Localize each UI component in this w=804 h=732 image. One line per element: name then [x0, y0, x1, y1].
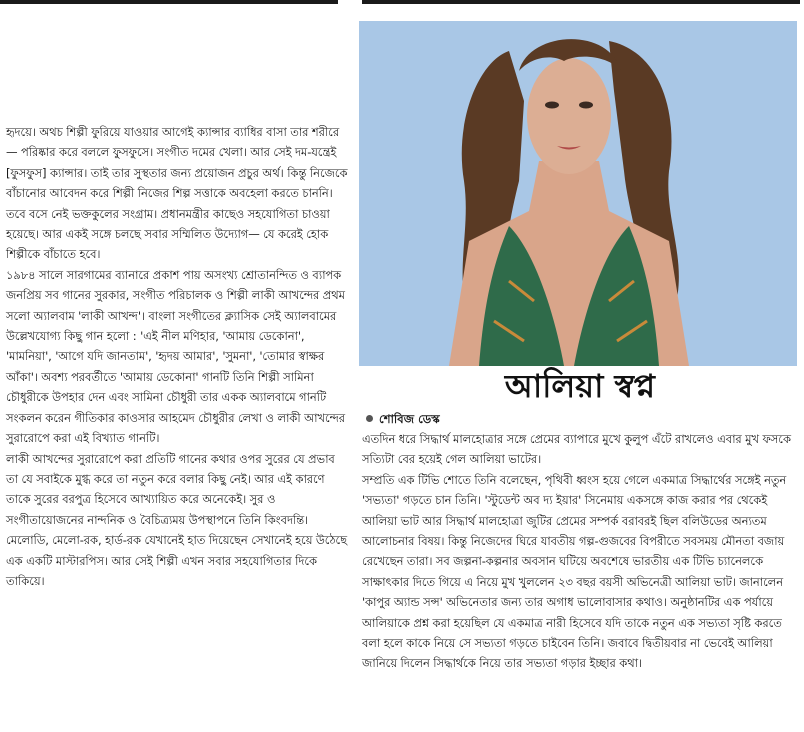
actress-photo: [359, 21, 797, 366]
left-eye: [545, 102, 559, 109]
left-article-column: [6, 122, 348, 591]
right-eye: [579, 102, 593, 109]
actress-illustration: [359, 21, 797, 366]
headline: আলিয়া স্বপ্ন: [504, 367, 656, 405]
byline-text: শোবিজ ডেস্ক: [379, 412, 440, 426]
face: [527, 58, 611, 174]
right-paragraph: এতদিন ধরে সিদ্ধার্থ মালহোত্রার সঙ্গে প্রেমের ব্যাপারে মুখে কুলুপ এঁটে রাখলেও এবার মুখ ফসকে সত্যিটা বের হয়েই গেল আলিয়া ভাটের।: [362, 432, 791, 467]
bullet-icon: [366, 415, 373, 422]
left-paragraph: ১৯৮৪ সালে সারগামের ব্যানারে প্রকাশ পায় অসংখ্য শ্রোতানন্দিত ও ব্যাপক জনপ্রিয় সব গানের সুরকার, সংগীত পরিচালক ও শিল্পী লাকী আখন্দের প্রথম সলো অ্যালবাম 'লাকী আখন্দ'। বাংলা সংগীতের ক্ল্যাসিক সেই অ্যালবামের উল্লেখযোগ্য কিছু গান হলো : 'এই নীল মণিহার, 'আমায় ডেকোনা', 'মামনিয়া', 'আগে যদি জানতাম', 'হৃদয় আমার', 'সুমনা', 'তোমার স্বাক্ষর আঁকা'। অবশ্য পরবর্তীতে 'আমায় ডেকোনা' গানটি তিনি শিল্পী সামিনা চৌধুরীকে উপহার দেন এবং সামিনা চৌধুরী তার একক অ্যালবামে গানটি সংকলন করেন গীতিকার কাওসার আহমেদ চৌধুরীর লেখা ও লাকী আখন্দের সুরারোপে করা এই বিখ্যাত গানটি।: [6, 267, 345, 446]
top-rule-right: [362, 0, 800, 4]
top-rule-left: [0, 0, 338, 4]
byline: [366, 409, 616, 429]
left-paragraph: হৃদয়ে। অথচ শিল্পী ফুরিয়ে যাওয়ার আগেই ক্যান্সার ব্যাধির বাসা তার শরীরে— পরিষ্কার করে বললে ফুসফুসে। সংগীত দমের খেলা। আর সেই দম-যন্ত্রেই [ফুসফুস] ক্যান্সার। তাই তার সুস্থতার জন্য প্রয়োজন প্রচুর অর্থ। কিন্তু নিজেকে বাঁচানোর আবেদন করে শিল্পী নিজের শিল্প সত্তাকে অবহেলা করতে চাননি। তবে বসে নেই ভক্তকুলের সংগ্রাম। প্রধানমন্ত্রীর কাছেও সহযোগিতা চাওয়া হয়েছে। আর একই সঙ্গে চলছে সবার সম্মিলিত উদ্যোগ— যে করেই হোক শিল্পীকে বাঁচাতে হবে।: [6, 125, 348, 262]
right-article-column: [362, 429, 800, 674]
right-paragraph: সম্প্রতি এক টিভি শোতে তিনি বলেছেন, পৃথিবী ধ্বংস হয়ে গেলে একমাত্র সিদ্ধার্থের সঙ্গেই নতুন 'সভ্যতা' গড়তে চান তিনি। 'স্টুডেন্ট অব দ্য ইয়ার' সিনেমায় একসঙ্গে কাজ করার পর থেকেই আলিয়া ভাট আর সিদ্ধার্থ মালহোত্রা জুটির প্রেমের সম্পর্ক বরাবরই ছিল বলিউডের অন্যতম আলোচনার বিষয়। কিন্তু নিজেদের ঘিরে যাবতীয় গল্প-গুজবের বিপরীতে সবসময় মৌনতা বজায় রেখেছেন তারা। সব জল্পনা-কল্পনার অবসান ঘটিয়ে অবশেষে ভারতীয় এক টিভি চ্যানেলকে সাক্ষাৎকার দিতে গিয়ে এ নিয়ে মুখ খুললেন ২৩ বছর বয়সী অভিনেত্রী আলিয়া ভাট। জানালেন 'কাপুর অ্যান্ড সন্স' অভিনেতার জন্য তার অগাধ ভালোবাসার কথাও। অনুষ্ঠানটির এক পর্যায়ে আলিয়াকে প্রশ্ন করা হয়েছিল যে একমাত্র নারী হিসেবে যদি তাকে নতুন এক সভ্যতা সৃষ্টি করতে বলা হলে কাকে নিয়ে সে সভ্যতা গড়তে চাইবেন তিনি। জবাবে দ্বিতীয়বার না ভেবেই আলিয়া জানিয়ে দিলেন সিদ্ধার্থকে নিয়ে তার সভ্যতা গড়ার ইচ্ছার কথা।: [362, 472, 787, 671]
left-paragraph: লাকী আখন্দের সুরারোপে করা প্রতিটি গানের কথার ওপর সুরের যে প্রভাব তা যে সবাইকে মুগ্ধ করে তা নতুন করে বলার কিছু নেই। আর এই কারণে তাকে সুরের বরপুত্র হিসেবে আখ্যায়িত করে অনেকেই। সুর ও সংগীতায়োজনের নান্দনিক ও বৈচিত্র্যময় উপস্থাপনে তিনি কিংবদন্তি। মেলোডি, মেলো-রক, হার্ড-রক যেখানেই হাত দিয়েছেন সেখানেই হয়ে উঠেছে এক একটি মাস্টারপিস। আর সেই শিল্পী এখন সবার সহযোগিতার দিকে তাকিয়ে।: [6, 451, 348, 588]
